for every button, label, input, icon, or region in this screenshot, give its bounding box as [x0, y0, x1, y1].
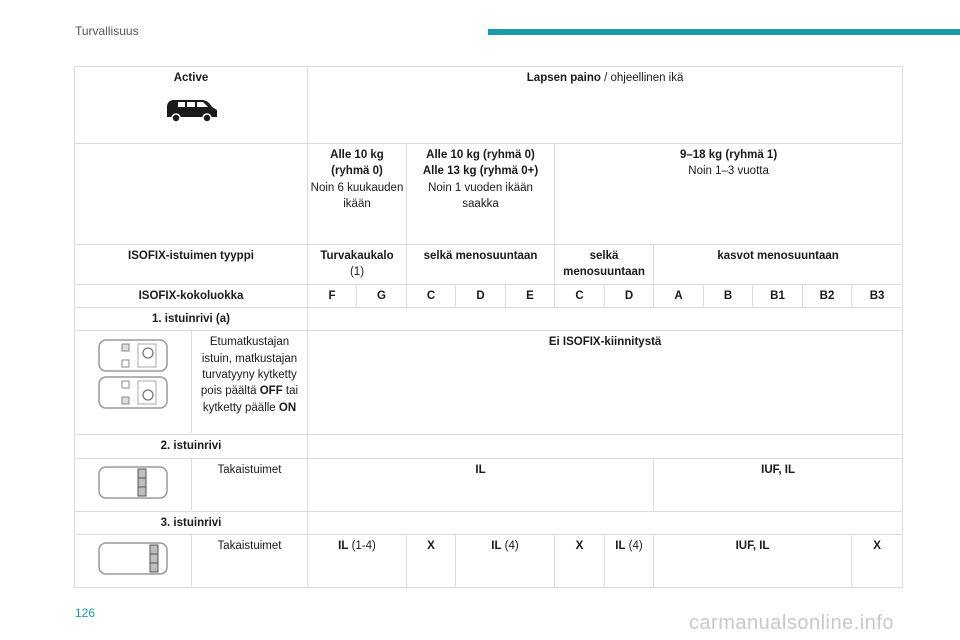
row3-value-2: X	[407, 534, 456, 587]
empty-cell	[308, 307, 903, 330]
row3-value-1: IL (1-4)	[308, 534, 407, 587]
row2-value-b: IUF, IL	[654, 458, 903, 511]
isofix-table	[74, 66, 903, 588]
row2-cell	[75, 458, 308, 511]
row3-value-4: X	[555, 534, 605, 587]
size-class: A	[654, 284, 704, 307]
watermark: carmanualsonline.info	[688, 612, 894, 634]
car-top-view-icon	[98, 339, 168, 372]
row3-value-3: IL (4)	[456, 534, 555, 587]
empty-cell	[308, 511, 903, 534]
size-class: B1	[753, 284, 803, 307]
size-class: B3	[852, 284, 903, 307]
type-rear-facing-2: selkä menosuuntaan	[555, 245, 654, 285]
row3-description: Takaistuimet	[191, 535, 307, 586]
size-class: E	[506, 284, 555, 307]
weight-group-0a: Alle 10 kg (ryhmä 0) Noin 6 kuukauden ikään	[308, 144, 407, 245]
type-row-label: ISOFIX-istuimen tyyppi	[75, 245, 308, 285]
row1-cell	[75, 331, 308, 435]
van-side-icon	[162, 96, 220, 124]
size-class: G	[357, 284, 407, 307]
car-top-view-icon	[98, 376, 168, 409]
row3-value-6: IUF, IL	[654, 534, 852, 587]
type-carrycot: Turvakaukalo (1)	[308, 245, 407, 285]
size-row-label: ISOFIX-kokoluokka	[75, 284, 308, 307]
weight-group-0b: Alle 10 kg (ryhmä 0) Alle 13 kg (ryhmä 0+) Noin 1 vuoden ikään saakka	[407, 144, 555, 245]
car-top-view-icon	[98, 542, 168, 575]
header-accent-bar	[488, 29, 960, 35]
size-class: B	[704, 284, 753, 307]
active-cell	[75, 67, 308, 144]
car-top-view-icon	[98, 466, 168, 499]
row3-heading: 3. istuinrivi	[75, 511, 308, 534]
row2-description: Takaistuimet	[191, 459, 307, 510]
row3-value-5: IL (4)	[605, 534, 654, 587]
page-number: 126	[75, 606, 96, 620]
type-rear-facing-1: selkä menosuuntaan	[407, 245, 555, 285]
empty-cell	[75, 144, 308, 245]
size-class: D	[605, 284, 654, 307]
weight-heading: Lapsen paino / ohjeellinen ikä	[308, 67, 903, 144]
row2-heading: 2. istuinrivi	[75, 435, 308, 458]
section-title: Turvallisuus	[75, 24, 139, 38]
row3-cell	[75, 534, 308, 587]
empty-cell	[308, 435, 903, 458]
row1-heading: 1. istuinrivi (a)	[75, 307, 308, 330]
row2-value-a: IL	[308, 458, 654, 511]
size-class: C	[555, 284, 605, 307]
type-forward-facing: kasvot menosuuntaan	[654, 245, 903, 285]
row1-description: Etumatkustajan istuin, matkustajan turvatyyny kytketty pois päältä OFF tai kytketty päälle ON	[191, 331, 307, 433]
row3-value-7: X	[852, 534, 903, 587]
size-class: D	[456, 284, 506, 307]
row1-value: Ei ISOFIX-kiinnitystä	[308, 331, 903, 435]
size-class: C	[407, 284, 456, 307]
size-class: B2	[803, 284, 852, 307]
active-label: Active	[173, 72, 209, 84]
weight-group-1: 9–18 kg (ryhmä 1) Noin 1–3 vuotta	[555, 144, 903, 245]
size-class: F	[308, 284, 357, 307]
